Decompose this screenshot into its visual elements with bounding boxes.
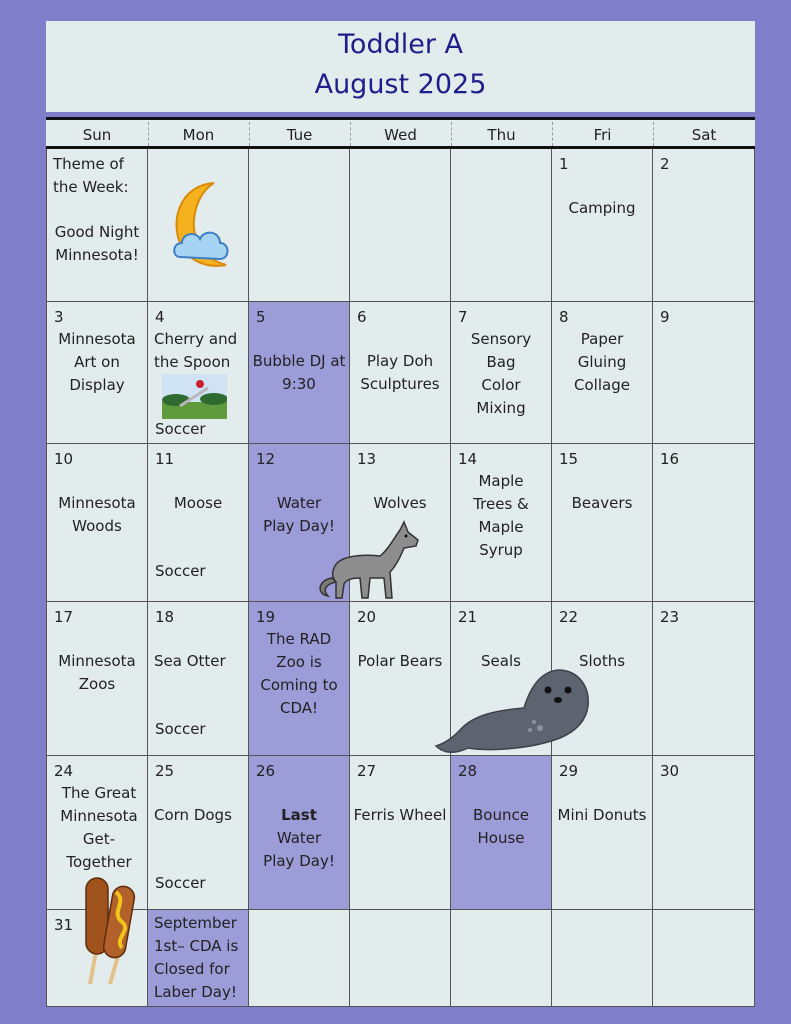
day-number: 19 [256, 608, 276, 626]
calendar-cell-day [552, 149, 653, 302]
day-activity: Sloths [578, 652, 626, 670]
day-activity: Cherry and the Spoon [154, 330, 238, 371]
calendar-cell-day [350, 302, 451, 444]
calendar-cell-day [46, 444, 148, 602]
calendar-cell-blank [350, 149, 451, 302]
day-number: 3 [54, 308, 64, 326]
day-number: 30 [660, 762, 680, 780]
theme-name: Good Night Minnesota! [54, 223, 140, 264]
calendar-cell-day [451, 444, 552, 602]
day-number: 23 [660, 608, 680, 626]
day-extra: Soccer [155, 420, 206, 438]
weekday-row [46, 120, 755, 149]
weekday-sun: Sun [82, 126, 112, 144]
day-number: 6 [357, 308, 367, 326]
day-activity: Bubble DJ at 9:30 [252, 352, 346, 393]
weekday-mon: Mon [182, 126, 215, 144]
day-extra: Soccer [155, 720, 206, 738]
page-subtitle: August 2025 [314, 69, 487, 100]
calendar-cell-day [552, 444, 653, 602]
day-number: 10 [54, 450, 74, 468]
calendar-cell-blank [148, 149, 249, 302]
day-activity: Sea Otter [154, 652, 226, 670]
day-number: 7 [458, 308, 468, 326]
calendar-cell-day [552, 756, 653, 910]
calendar-cell-day [653, 756, 755, 910]
day-number: 28 [458, 762, 478, 780]
page-title: Toddler A [338, 29, 463, 60]
closure-note: September 1st– CDA is Closed for Laber Day! [154, 914, 239, 1001]
day-number: 5 [256, 308, 266, 326]
day-activity: Water Play Day! [263, 494, 335, 535]
day-activity: The RAD Zoo is Coming to CDA! [260, 630, 338, 717]
calendar-cell-highlight [249, 756, 350, 910]
theme-label: Theme of the Week: [53, 155, 129, 196]
day-number: 14 [458, 450, 478, 468]
calendar-cell-day [46, 302, 148, 444]
calendar-cell-theme [46, 149, 148, 302]
day-number: 12 [256, 450, 276, 468]
calendar-cell-day [350, 756, 451, 910]
weekday-thu: Thu [487, 126, 516, 144]
day-activity-rest: Water Play Day! [263, 829, 335, 870]
day-activity: Beavers [571, 494, 633, 512]
calendar-cell-blank [653, 910, 755, 1007]
day-number: 1 [559, 155, 569, 173]
calendar-cell-day [552, 302, 653, 444]
moon-cloud-icon [170, 179, 234, 271]
day-activity: Minnesota Zoos [58, 652, 136, 693]
calendar-cell-highlight [249, 302, 350, 444]
day-number: 26 [256, 762, 276, 780]
day-activity: Paper Gluing Collage [574, 330, 630, 394]
calendar-cell-day [148, 302, 249, 444]
calendar-header [46, 21, 755, 112]
sculpture-photo [162, 374, 227, 419]
day-number: 2 [660, 155, 670, 173]
day-number: 4 [155, 308, 165, 326]
day-activity: Polar Bears [357, 652, 443, 670]
day-activity: Bounce House [473, 806, 529, 847]
weekday-sat: Sat [691, 126, 717, 144]
day-activity: Play Doh Sculptures [360, 352, 440, 393]
day-activity [259, 804, 339, 873]
calendar-cell-blank [350, 910, 451, 1007]
day-activity: Mini Donuts [557, 806, 647, 824]
day-activity: Sensory Bag Color Mixing [470, 330, 532, 417]
calendar-cell-blank [451, 910, 552, 1007]
calendar-cell-day [653, 149, 755, 302]
day-activity: Moose [173, 494, 223, 512]
calendar-cell-day [653, 302, 755, 444]
day-number: 29 [559, 762, 579, 780]
calendar-cell-highlight [451, 756, 552, 910]
corn-dog-icon [76, 872, 146, 988]
calendar-cell-day [653, 602, 755, 756]
day-activity: Minnesota Woods [58, 494, 136, 535]
wolf-icon [314, 520, 426, 602]
day-activity: Ferris Wheel [353, 806, 447, 824]
day-activity: Camping [568, 199, 636, 217]
day-number: 13 [357, 450, 377, 468]
day-number: 9 [660, 308, 670, 326]
day-number: 27 [357, 762, 377, 780]
day-extra: Soccer [155, 562, 206, 580]
day-number: 17 [54, 608, 74, 626]
calendar-grid [46, 117, 755, 1007]
calendar-cell-highlight [148, 910, 249, 1007]
weekday-tue: Tue [286, 126, 313, 144]
day-number: 11 [155, 450, 175, 468]
day-number: 25 [155, 762, 175, 780]
calendar-cell-blank [249, 149, 350, 302]
calendar-cell-day [148, 756, 249, 910]
day-activity: Corn Dogs [154, 806, 232, 824]
day-activity: Minnesota Art on Display [58, 330, 136, 394]
day-number: 8 [559, 308, 569, 326]
calendar-cell-blank [249, 910, 350, 1007]
weekday-wed: Wed [384, 126, 417, 144]
calendar-cell-day [148, 444, 249, 602]
day-activity: Maple Trees & Maple Syrup [473, 472, 529, 559]
calendar-cell-blank [552, 910, 653, 1007]
day-number: 18 [155, 608, 175, 626]
day-number: 20 [357, 608, 377, 626]
calendar-cell-day [451, 302, 552, 444]
calendar-cell-highlight [249, 602, 350, 756]
calendar-cell-blank [451, 149, 552, 302]
calendar-cell-day [653, 444, 755, 602]
calendar-cell-day [46, 602, 148, 756]
day-activity-emphasis: Last [281, 806, 317, 824]
day-activity: The Great Minnesota Get-Together [60, 784, 138, 871]
weekday-fri: Fri [593, 126, 612, 144]
day-extra: Soccer [155, 874, 206, 892]
day-number: 22 [559, 608, 579, 626]
calendar-cell-day [148, 602, 249, 756]
day-number: 16 [660, 450, 680, 468]
day-number: 31 [54, 916, 74, 934]
day-number: 15 [559, 450, 579, 468]
seal-icon [434, 660, 592, 758]
day-activity: Wolves [373, 494, 427, 512]
day-number: 21 [458, 608, 478, 626]
day-number: 24 [54, 762, 74, 780]
day-activity: Seals [481, 652, 521, 670]
